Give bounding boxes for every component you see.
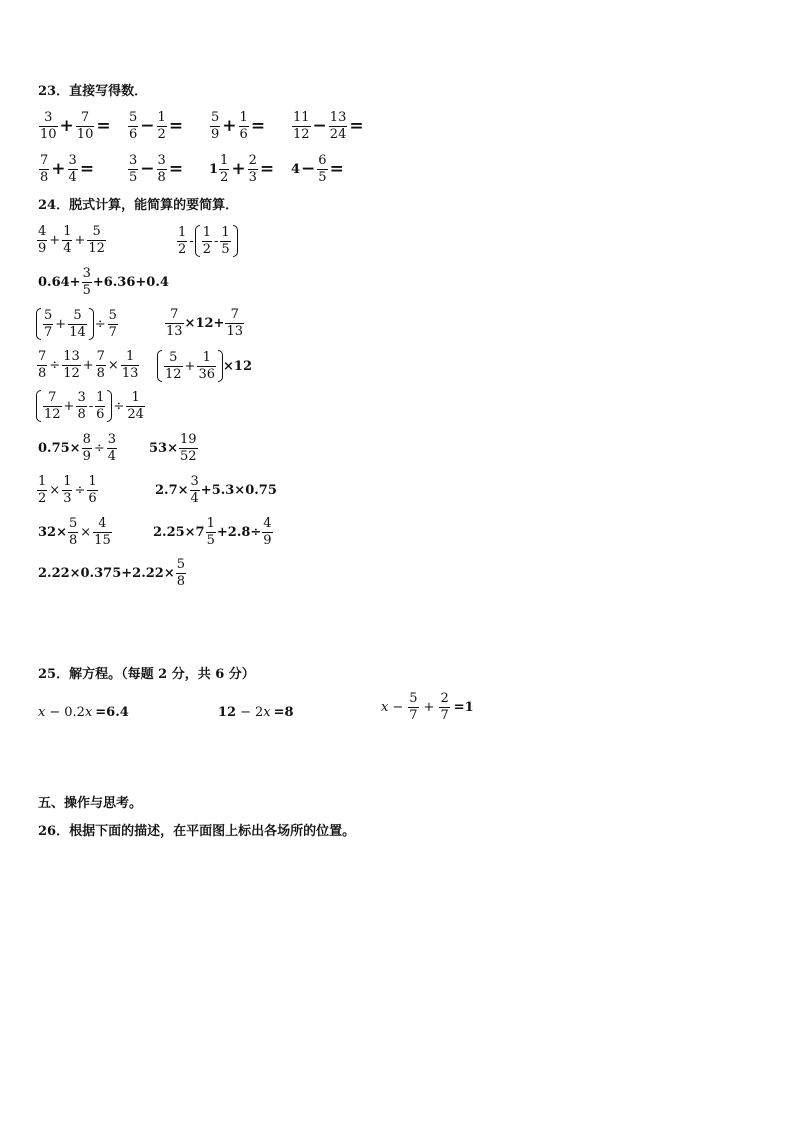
fraction: $\frac{1}{3}$: [63, 474, 72, 506]
fraction: $\frac{1}{2}$: [220, 153, 229, 185]
fraction: $\frac{7}{8}$: [40, 153, 49, 185]
fraction: $\frac{1}{24}$: [127, 389, 144, 422]
q23-expr-7: 1 $\frac{1}{2}$ + $\frac{2}{3}$ =: [209, 153, 275, 185]
q23-expr-8: 4 − $\frac{6}{5}$ =: [291, 153, 344, 185]
right-paren: [233, 225, 238, 257]
fraction: $\frac{3}{4}$: [190, 474, 199, 506]
fraction: $\frac{3}{10}$: [40, 110, 57, 142]
q23-title: 23．直接写得数．: [38, 84, 148, 99]
q24-problem-6: $\frac{7}{8}$ ÷ $\frac{13}{12}$ + $\frac{7}{8}$ × $\frac{1}{13}$: [38, 349, 139, 381]
fraction: $\frac{7}{12}$: [44, 389, 61, 422]
right-paren: [89, 308, 94, 340]
fraction: $\frac{19}{52}$: [179, 432, 197, 464]
q24-problem-7: $\frac{5}{12}$ + $\frac{1}{36}$ ×12: [157, 350, 252, 382]
q24-problem-4: $\frac{5}{7}$ + $\frac{5}{14}$ ÷ $\frac{5}{7}$: [36, 308, 119, 340]
fraction: $\frac{3}{8}$: [157, 153, 166, 185]
fraction: $\frac{4}{9}$: [263, 516, 272, 548]
q25-title: 25．解方程。（每题 2 分，共 6 分）: [38, 667, 255, 682]
fraction: $\frac{5}{9}$: [211, 110, 220, 142]
fraction: $\frac{5}{8}$: [176, 557, 185, 589]
fraction: $\frac{3}{4}$: [107, 432, 117, 464]
fraction: $\frac{1}{4}$: [63, 224, 72, 256]
left-paren: [195, 225, 200, 257]
fraction: $\frac{13}{24}$: [329, 110, 347, 142]
q23-expr-3: $\frac{5}{9}$ + $\frac{1}{6}$ =: [211, 110, 266, 142]
fraction: $\frac{3}{4}$: [68, 153, 77, 185]
fraction: $\frac{1}{36}$: [198, 349, 215, 382]
fraction: $\frac{7}{8}$: [96, 349, 105, 381]
fraction: $\frac{5}{7}$: [409, 691, 418, 723]
q24-problem-1: $\frac{4}{9}$ + $\frac{1}{4}$ + $\frac{5}{12}$: [38, 224, 105, 256]
q23-expr-6: $\frac{3}{5}$ − $\frac{3}{8}$ =: [129, 153, 184, 185]
fraction: $\frac{1}{2}$: [202, 224, 211, 257]
q24-problem-14: 2.25×7 $\frac{1}{5}$ +2.8÷ $\frac{4}{9}$: [153, 516, 272, 548]
fraction: $\frac{5}{14}$: [69, 307, 86, 340]
q24-problem-12: 2.7× $\frac{3}{4}$ +5.3×0.75: [155, 474, 277, 506]
fraction: $\frac{7}{8}$: [38, 349, 47, 381]
fraction: $\frac{1}{6}$: [239, 110, 248, 142]
q24-problem-2: $\frac{1}{2}$ - $\frac{1}{2}$ - $\frac{1}{5}$: [176, 225, 238, 257]
q23-expr-5: $\frac{7}{8}$ + $\frac{3}{4}$ =: [40, 153, 95, 185]
fraction: $\frac{4}{15}$: [94, 516, 111, 548]
fraction: $\frac{1}{5}$: [206, 516, 215, 548]
fraction: $\frac{11}{12}$: [293, 110, 310, 142]
fraction: $\frac{7}{13}$: [166, 307, 183, 339]
right-paren: [107, 390, 112, 422]
q25-equation-1: x − 0.2 x =6.4: [38, 704, 129, 720]
q24-problem-10: 53× $\frac{19}{52}$: [149, 432, 197, 464]
q24-title: 24．脱式计算，能简算的要简算．: [38, 198, 239, 213]
left-paren: [36, 390, 41, 422]
fraction: $\frac{5}{8}$: [68, 516, 78, 548]
fraction: $\frac{7}{10}$: [76, 110, 94, 142]
left-paren: [36, 308, 41, 340]
q23-expr-2: $\frac{5}{6}$ − $\frac{1}{2}$ =: [129, 110, 184, 142]
fraction: $\frac{1}{2}$: [38, 474, 47, 506]
q24-problem-15: 2.22×0.375+2.22× $\frac{5}{8}$: [38, 557, 185, 589]
q23-expr-1: $\frac{3}{10}$ + $\frac{7}{10}$ =: [40, 110, 111, 142]
fraction: $\frac{1}{2}$: [178, 224, 187, 257]
fraction: $\frac{6}{5}$: [318, 153, 327, 185]
fraction: $\frac{5}{12}$: [165, 349, 182, 382]
q24-problem-11: $\frac{1}{2}$ × $\frac{1}{3}$ ÷ $\frac{1}{6}$: [38, 474, 97, 506]
fraction: $\frac{8}{9}$: [82, 432, 91, 464]
fraction: $\frac{5}{6}$: [129, 110, 138, 142]
q23-expr-4: $\frac{11}{12}$ − $\frac{13}{24}$ =: [293, 110, 364, 142]
fraction: $\frac{4}{9}$: [38, 224, 47, 256]
fraction: $\frac{13}{12}$: [63, 349, 80, 381]
fraction: $\frac{1}{13}$: [121, 349, 139, 381]
section-5-title: 五、操作与思考。: [38, 796, 143, 811]
fraction: $\frac{1}{6}$: [88, 474, 97, 506]
q24-problem-5: $\frac{7}{13}$ ×12+ $\frac{7}{13}$: [166, 307, 243, 339]
fraction: $\frac{3}{5}$: [129, 153, 138, 185]
q25-equation-3: x − $\frac{5}{7}$ + $\frac{2}{7}$ =1: [381, 691, 474, 723]
left-paren: [157, 350, 162, 382]
q24-problem-3: 0.64+ $\frac{3}{5}$ +6.36+0.4: [38, 266, 169, 298]
q24-problem-13: 32× $\frac{5}{8}$ × $\frac{4}{15}$: [38, 516, 111, 548]
fraction: $\frac{1}{6}$: [96, 389, 105, 422]
fraction: $\frac{5}{12}$: [88, 224, 105, 256]
q25-equation-2: 12 − 2 x =8: [218, 704, 294, 720]
fraction: $\frac{3}{5}$: [82, 266, 91, 298]
fraction: $\frac{7}{13}$: [226, 307, 243, 339]
q24-problem-8: $\frac{7}{12}$ + $\frac{3}{8}$ - $\frac{1}{6}$ ÷ $\frac{1}{24}$: [36, 390, 146, 422]
fraction: $\frac{1}{2}$: [157, 110, 166, 142]
fraction: $\frac{2}{3}$: [248, 153, 257, 185]
q24-problem-9: 0.75× $\frac{8}{9}$ ÷ $\frac{3}{4}$: [38, 432, 117, 464]
fraction: $\frac{2}{7}$: [440, 691, 449, 723]
fraction: $\frac{3}{8}$: [77, 389, 86, 422]
fraction: $\frac{5}{7}$: [44, 307, 53, 340]
fraction: $\frac{5}{7}$: [108, 307, 117, 340]
fraction: $\frac{1}{5}$: [221, 224, 230, 257]
q26-title: 26．根据下面的描述，在平面图上标出各场所的位置。: [38, 824, 356, 839]
